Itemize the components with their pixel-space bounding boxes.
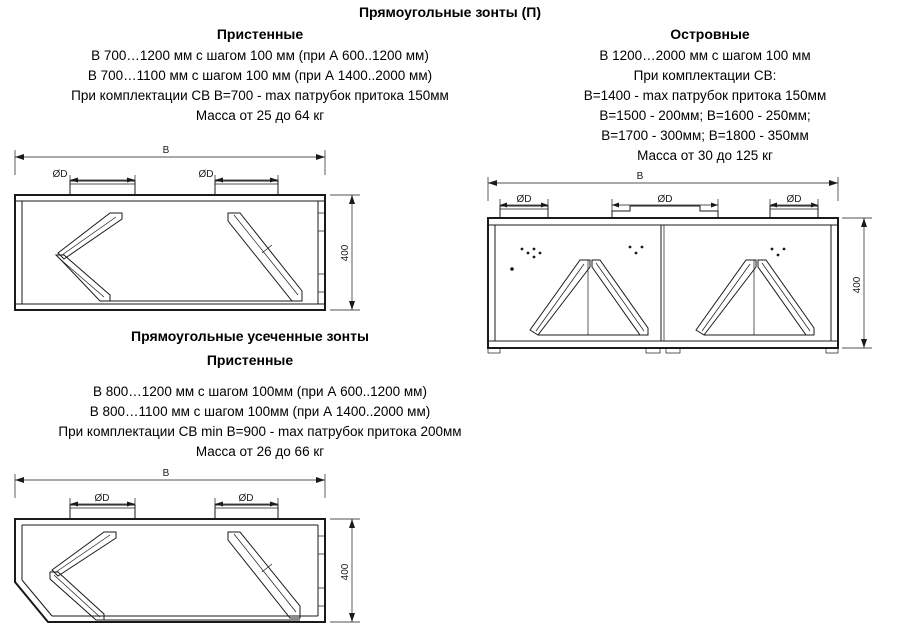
- wall-hood-dim-port-right: ØD: [198, 169, 214, 180]
- wall-mounted-line-1: В 700…1200 мм с шагом 100 мм (при А 600..1200 мм): [91, 48, 429, 63]
- truncated-hood-dim-port-right: ØD: [238, 493, 254, 504]
- page-title: Прямоугольные зонты (П): [358, 4, 542, 20]
- truncated-subheading: Пристенные: [206, 352, 294, 368]
- wall-mounted-line-3: При комплектации СВ В=700 - max патрубок притока 150мм: [71, 88, 449, 103]
- truncated-line-1: В 800…1200 мм с шагом 100мм (при А 600..1200 мм): [93, 384, 427, 399]
- island-line-3: В=1400 - max патрубок притока 150мм: [583, 88, 827, 103]
- wall-mounted-line-2: В 700…1100 мм с шагом 100 мм (при А 1400..2000 мм): [87, 68, 433, 83]
- wall-hood-drawing: [0, 135, 380, 330]
- island-hood-dim-width: В: [636, 171, 644, 182]
- island-hood-dim-port-center: ØD: [657, 194, 673, 205]
- wall-mounted-line-4: Масса от 25 до 64 кг: [195, 108, 325, 123]
- truncated-hood-dim-width: В: [162, 468, 170, 479]
- island-line-6: Масса от 30 до 125 кг: [637, 148, 773, 163]
- truncated-hood-dim-height: 400: [340, 563, 351, 581]
- island-line-5: В=1700 - 300мм; В=1800 - 350мм: [601, 128, 809, 143]
- island-hood-dim-port-right: ØD: [786, 194, 802, 205]
- wall-mounted-heading: Пристенные: [216, 26, 304, 42]
- island-hood-dim-port-left: ØD: [516, 194, 532, 205]
- wall-hood-dim-height: 400: [340, 244, 351, 262]
- island-line-4: В=1500 - 200мм; В=1600 - 250мм;: [599, 108, 811, 123]
- truncated-hood-drawing: [0, 462, 380, 634]
- wall-hood-dim-width: В: [162, 145, 170, 156]
- truncated-line-2: В 800…1100 мм с шагом 100мм (при А 1400..2000 мм): [89, 404, 431, 419]
- truncated-line-3: При комплектации СВ min В=900 - max патрубок притока 200мм: [58, 424, 462, 439]
- island-line-2: При комплектации СВ:: [633, 68, 777, 83]
- island-heading: Островные: [670, 26, 750, 42]
- truncated-hood-dim-port-left: ØD: [94, 493, 110, 504]
- island-hood-drawing: [470, 165, 890, 375]
- island-line-1: В 1200…2000 мм с шагом 100 мм: [599, 48, 811, 63]
- truncated-line-4: Масса от 26 до 66 кг: [195, 444, 325, 459]
- truncated-heading: Прямоугольные усеченные зонты: [131, 328, 369, 344]
- island-hood-dim-height: 400: [852, 276, 863, 294]
- wall-hood-dim-port-left: ØD: [52, 169, 68, 180]
